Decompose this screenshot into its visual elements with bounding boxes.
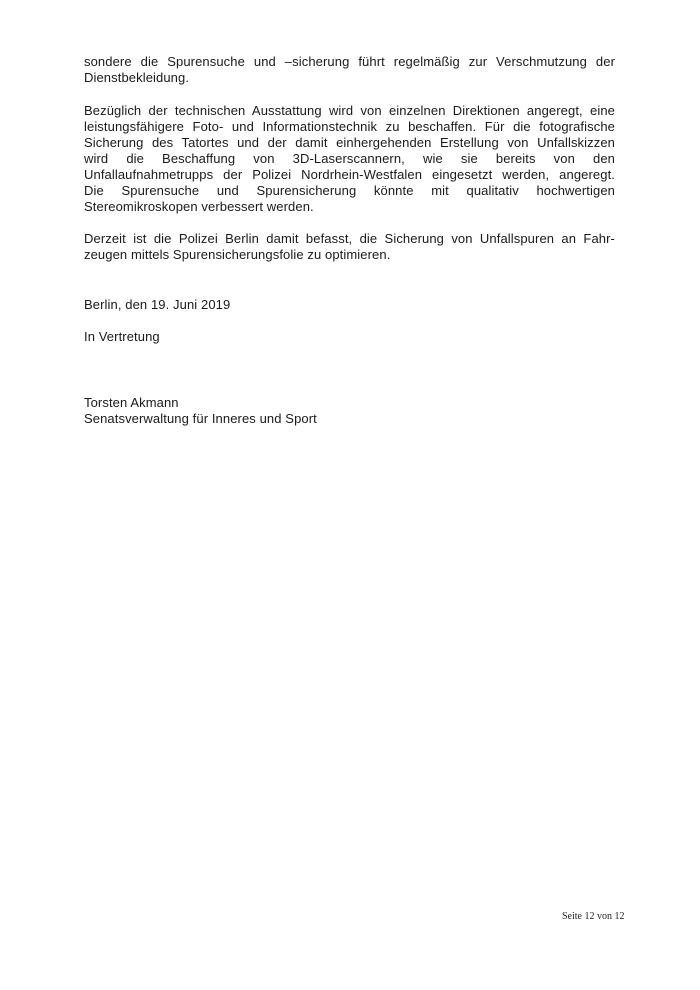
dateline: Berlin, den 19. Juni 2019 <box>84 297 231 312</box>
document-body <box>84 54 615 427</box>
signatory-name: Torsten Akmann <box>84 395 179 410</box>
text-line: leistungsfähigere Foto- und Informationstechnik zu beschaffen. Für die fotografische <box>84 119 615 134</box>
text-line: Stereomikroskopen verbessert werden. <box>84 199 314 214</box>
signature-block <box>84 395 615 427</box>
text-line: Sicherung des Tatortes und der damit einhergehenden Erstellung von Unfallskizzen <box>84 135 615 150</box>
page-number: Seite 12 von 12 <box>562 911 625 922</box>
signature-intro: In Vertretung <box>84 329 160 344</box>
text-line: Unfallaufnahmetrupps der Polizei Nordrhein-Westfalen eingesetzt werden, angeregt. <box>84 167 615 182</box>
text-line: zeugen mittels Spurensicherungsfolie zu optimieren. <box>84 247 391 262</box>
text-line: Die Spurensuche und Spurensicherung könnte mit qualitativ hochwertigen <box>84 183 615 198</box>
paragraph <box>84 231 615 263</box>
text-line: Derzeit ist die Polizei Berlin damit befasst, die Sicherung von Unfallspuren an Fahr- <box>84 231 615 246</box>
text-line: Dienstbekleidung. <box>84 70 190 85</box>
signatory-organization: Senatsverwaltung für Inneres und Sport <box>84 411 317 426</box>
text-line: sondere die Spurensuche und –sicherung führt regelmäßig zur Verschmutzung der <box>84 54 615 69</box>
paragraph <box>84 103 615 215</box>
text-line: wird die Beschaffung von 3D-Laserscannern, wie sie bereits von den <box>84 151 615 166</box>
text-line: Bezüglich der technischen Ausstattung wird von einzelnen Direktionen angeregt, eine <box>84 103 615 118</box>
paragraph <box>84 54 615 86</box>
